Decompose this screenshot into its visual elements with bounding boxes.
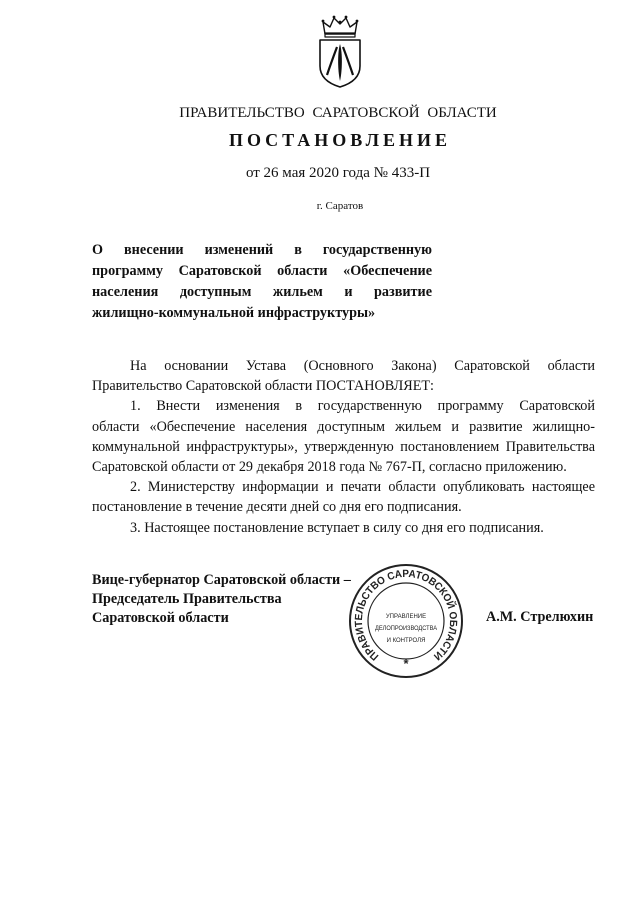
document-type: ПОСТАНОВЛЕНИЕ: [228, 130, 452, 150]
stamp-center-line: ДЕЛОПРОИЗВОДСТВА: [375, 626, 437, 632]
paragraph-item-1: [92, 396, 595, 477]
signatory-position-line: Председатель Правительства: [92, 590, 282, 607]
issuing-authority: ПРАВИТЕЛЬСТВО САРАТОВСКОЙ ОБЛАСТИ: [179, 105, 497, 121]
city: г. Саратов: [316, 200, 364, 212]
text-line: постановление в течение десяти дней со дня его подписания.: [92, 499, 462, 516]
text-line: коммунальной инфраструктуры», утвержденную постановлением Правительства: [92, 438, 595, 455]
title-line: программу Саратовской области «Обеспечение: [92, 263, 432, 279]
text-line: 2. Министерству информации и печати области опубликовать настоящее: [130, 479, 595, 496]
text-line: 1. Внести изменения в государственную программу Саратовской: [130, 398, 595, 415]
date-and-number: от 26 мая 2020 года № 433-П: [245, 165, 431, 181]
text-line: области «Обеспечение населения доступным жильем и развитие жилищно-: [92, 418, 595, 435]
text-line: На основании Устава (Основного Закона) Саратовской области: [130, 358, 595, 374]
stamp-ring-text: ПРАВИТЕЛЬСТВО САРАТОВСКОЙ ОБЛАСТИ: [352, 567, 460, 663]
signatory-position-line: Саратовской области: [92, 609, 229, 626]
coat-of-arms-icon: [312, 12, 368, 88]
signatory-position-line: Вице-губернатор Саратовской области –: [92, 572, 351, 588]
title-line: жилищно-коммунальной инфраструктуры»: [92, 305, 376, 321]
official-stamp: [346, 561, 466, 681]
paragraph-preamble: [92, 356, 595, 396]
resolution-title: [92, 240, 432, 324]
stamp-inner-ring: [368, 583, 444, 659]
paragraph-item-2: [92, 477, 595, 517]
stamp-star-icon: *: [403, 656, 409, 671]
signatory-name: А.М. Стрелюхин: [486, 609, 594, 625]
text-line: Правительство Саратовской области ПОСТАНОВЛЯЕТ:: [92, 378, 435, 395]
stamp-center-line: И КОНТРОЛЯ: [386, 638, 426, 644]
paragraph-item-3: [92, 518, 595, 538]
resolution-body: [92, 356, 595, 538]
signatory-position: [92, 571, 351, 627]
text-line: 3. Настоящее постановление вступает в силу со дня его подписания.: [130, 519, 544, 536]
title-line: населения доступным жильем и развитие: [92, 284, 432, 300]
text-line: Саратовской области от 29 декабря 2018 года № 767-П, согласно приложению.: [92, 459, 567, 476]
title-line: О внесении изменений в государственную: [92, 242, 432, 258]
stamp-center-line: УПРАВЛЕНИЕ: [385, 614, 427, 620]
